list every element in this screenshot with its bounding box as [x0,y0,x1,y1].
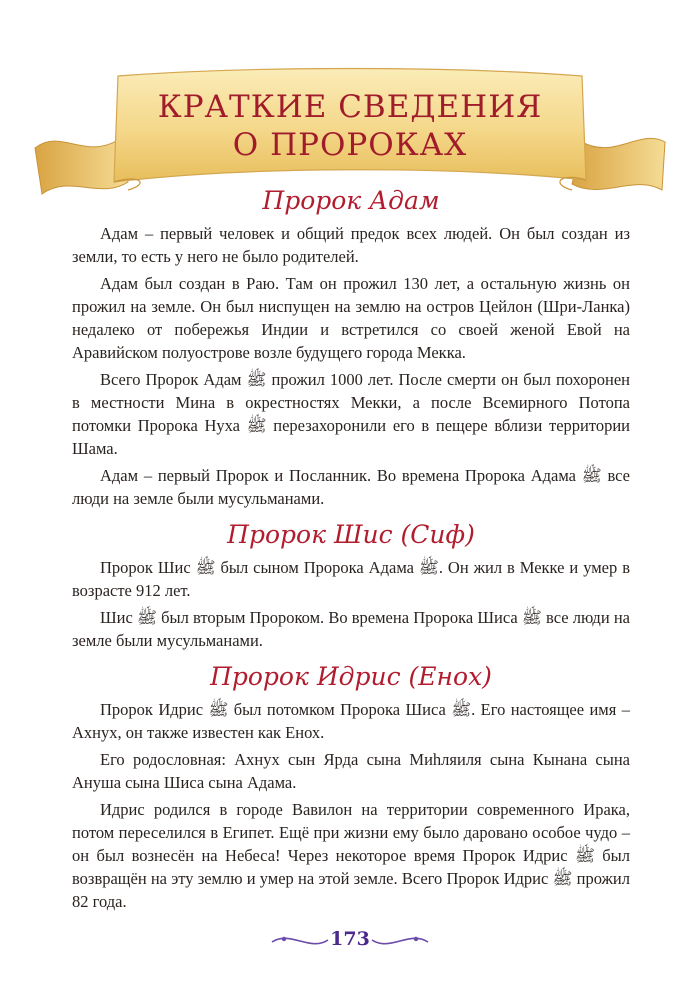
banner-title-line-1: КРАТКИЕ СВЕДЕНИЯ [157,89,543,125]
page-number: 173 [330,928,370,950]
section-title-adam: Пророк Адам [262,186,440,215]
section-title-idris: Пророк Идрис (Енох) [210,662,492,691]
section-idris [72,660,630,913]
section-title-shis: Пророк Шис (Сиф) [227,520,475,549]
paragraph: Пророк Шис ﷺ был сыном Пророка Адама ﷺ. Он жил в Мекке и умер в возрасте 912 лет. [72,558,630,600]
title-banner [30,62,670,197]
paragraph: Шис ﷺ был вторым Пророком. Во времена Пророка Шиса ﷺ все люди на земле были мусульманами. [72,608,630,650]
banner-title-line-2: О ПРОРОКАХ [232,127,468,163]
paragraph: Его родословная: Ахнух сын Ярда сына Миһляиля сына Кынана сына Ануша сына Шиса сына Адама. [72,750,630,792]
paragraph: Идрис родился в городе Вавилон на территории современного Ирака, потом переселился в Египет. Ещё при жизни ему было даровано особое чудо – он был вознесён на Небеса! Через некоторое время Пророк Идрис ﷺ был возвращён на эту землю и умер на этой земле. Всего Пророк Идрис ﷺ прожил 82 года. [72,800,630,911]
main-content [72,178,630,913]
paragraph: Всего Пророк Адам ﷺ прожил 1000 лет. После смерти он был похоронен в местности Мина в окрестностях Мекки, а после Всемирного Потопа потомки Пророка Нуха ﷺ перезахоронили его в пещере вблизи территории Шама. [72,370,630,458]
paragraph: Адам был создан в Раю. Там он прожил 130 лет, а остальную жизнь он прожил на земле. Он был ниспущен на землю на остров Цейлон (Шри-Ланка) недалеко от побережья Индии и встретился со своей женой Евой на Аравийском полуострове возле будущего города Мекка. [72,274,630,362]
paragraph: Адам – первый человек и общий предок всех людей. Он был создан из земли, то есть у него не было родителей. [72,224,630,266]
paragraph: Пророк Идрис ﷺ был потомком Пророка Шиса ﷺ. Его настоящее имя – Ахнух, он также известен как Енох. [72,700,630,742]
page-footer [0,922,700,958]
section-shis [72,518,630,652]
paragraph: Адам – первый Пророк и Посланник. Во времена Пророка Адама ﷺ все люди на земле были мусульманами. [72,466,630,508]
section-adam [72,184,630,510]
